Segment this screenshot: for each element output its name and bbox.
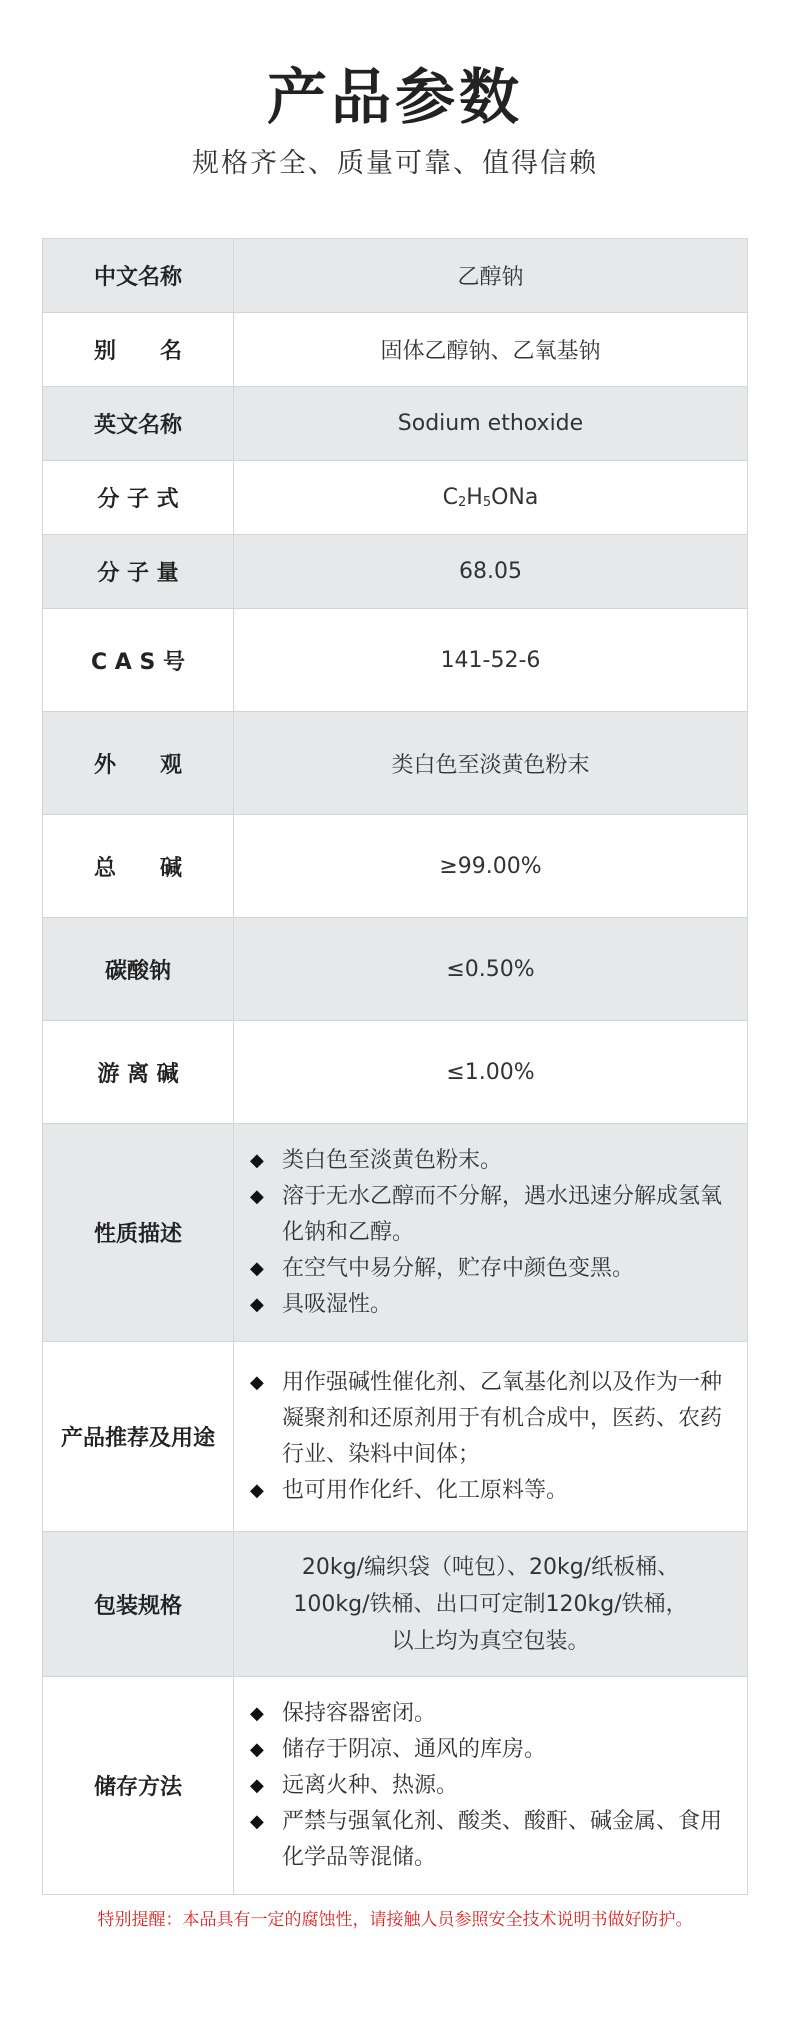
row-label: 中文名称 [43, 239, 234, 313]
table-row [43, 239, 748, 313]
usage-list-cell [234, 1342, 748, 1532]
row-value: ≤1.00% [234, 1021, 748, 1124]
row-label: 外 观 [43, 712, 234, 815]
packaging-line: 100kg/铁桶、出口可定制120kg/铁桶， [293, 1591, 688, 1617]
formula-part: H [466, 485, 483, 510]
table-row [43, 461, 748, 535]
diamond-bullet-icon: ◆ [250, 1774, 264, 1796]
diamond-bullet-icon: ◆ [250, 1702, 264, 1724]
row-label: 分 子 式 [43, 461, 234, 535]
list-item [248, 1365, 735, 1473]
table-row [43, 918, 748, 1021]
row-value: Sodium ethoxide [234, 387, 748, 461]
formula-part: C [442, 485, 458, 510]
diamond-bullet-icon: ◆ [250, 1149, 264, 1171]
row-label: 游 离 碱 [43, 1021, 234, 1124]
list-item [248, 1143, 735, 1179]
list-item-text: 保持容器密闭。 [282, 1700, 437, 1726]
diamond-bullet-icon: ◆ [250, 1810, 264, 1832]
safety-warning: 特别提醒：本品具有一定的腐蚀性，请接触人员参照安全技术说明书做好防护。 [97, 1910, 693, 1930]
packaging-line: 以上均为真空包装。 [391, 1628, 590, 1654]
row-label: 分 子 量 [43, 535, 234, 609]
table-row [43, 815, 748, 918]
row-label: 别 名 [43, 313, 234, 387]
row-label: 包装规格 [43, 1532, 234, 1677]
list-item-text: 远离火种、热源。 [282, 1772, 459, 1798]
diamond-bullet-icon: ◆ [250, 1185, 264, 1207]
storage-list [248, 1696, 735, 1876]
row-label: 总 碱 [43, 815, 234, 918]
usage-list [248, 1365, 735, 1509]
list-item-text: 类白色至淡黄色粉末。 [282, 1147, 503, 1173]
row-label: 储存方法 [43, 1677, 234, 1895]
formula-subscript: 2 [458, 495, 467, 510]
table-row [43, 1532, 748, 1677]
property-list-cell [234, 1124, 748, 1342]
table-row [43, 313, 748, 387]
list-item-text: 具吸湿性。 [282, 1291, 393, 1317]
row-value: ≥99.00% [234, 815, 748, 918]
list-item [248, 1251, 735, 1287]
row-label: 英文名称 [43, 387, 234, 461]
list-item-text: 严禁与强氧化剂、酸类、酸酐、碱金属、食用化学品等混储。 [282, 1808, 723, 1870]
diamond-bullet-icon: ◆ [250, 1479, 264, 1501]
row-value: 固体乙醇钠、乙氧基钠 [234, 313, 748, 387]
diamond-bullet-icon: ◆ [250, 1293, 264, 1315]
list-item [248, 1732, 735, 1768]
row-label: 性质描述 [43, 1124, 234, 1342]
page-title: 产品参数 [267, 63, 523, 133]
list-item [248, 1768, 735, 1804]
table-row [43, 609, 748, 712]
row-value: 乙醇钠 [234, 239, 748, 313]
list-item [248, 1696, 735, 1732]
row-label: 碳酸钠 [43, 918, 234, 1021]
list-item-text: 储存于阴凉、通风的库房。 [282, 1736, 547, 1762]
list-item-text: 用作强碱性催化剂、乙氧基化剂以及作为一种凝聚剂和还原剂用于有机合成中，医药、农药行业、染料中间体； [282, 1369, 723, 1467]
table-row [43, 535, 748, 609]
row-value: ≤0.50% [234, 918, 748, 1021]
page-subtitle: 规格齐全、质量可靠、值得信赖 [192, 148, 598, 179]
table-row [43, 1677, 748, 1895]
page-header [0, 0, 790, 182]
diamond-bullet-icon: ◆ [250, 1371, 264, 1393]
row-value: 类白色至淡黄色粉末 [234, 712, 748, 815]
table-row [43, 712, 748, 815]
diamond-bullet-icon: ◆ [250, 1257, 264, 1279]
formula-subscript: 5 [482, 495, 492, 510]
list-item [248, 1179, 735, 1251]
list-item [248, 1473, 735, 1509]
table-row [43, 1124, 748, 1342]
list-item-text: 溶于无水乙醇而不分解，遇水迅速分解成氢氧化钠和乙醇。 [282, 1183, 723, 1245]
table-row [43, 387, 748, 461]
row-label: 产品推荐及用途 [43, 1342, 234, 1532]
formula-part: ONa [491, 485, 539, 510]
list-item-text: 在空气中易分解，贮存中颜色变黑。 [282, 1255, 635, 1281]
packaging-cell [234, 1532, 748, 1677]
property-list [248, 1143, 735, 1323]
molecular-formula [234, 461, 748, 535]
spec-table [42, 238, 748, 1895]
list-item [248, 1804, 735, 1876]
row-label: C A S 号 [43, 609, 234, 712]
row-value: 141-52-6 [234, 609, 748, 712]
row-value: 68.05 [234, 535, 748, 609]
list-item-text: 也可用作化纤、化工原料等。 [282, 1477, 569, 1503]
list-item [248, 1287, 735, 1323]
diamond-bullet-icon: ◆ [250, 1738, 264, 1760]
storage-list-cell [234, 1677, 748, 1895]
packaging-line: 20kg/编织袋（吨包）、20kg/纸板桶、 [301, 1554, 680, 1580]
table-row [43, 1021, 748, 1124]
table-row [43, 1342, 748, 1532]
